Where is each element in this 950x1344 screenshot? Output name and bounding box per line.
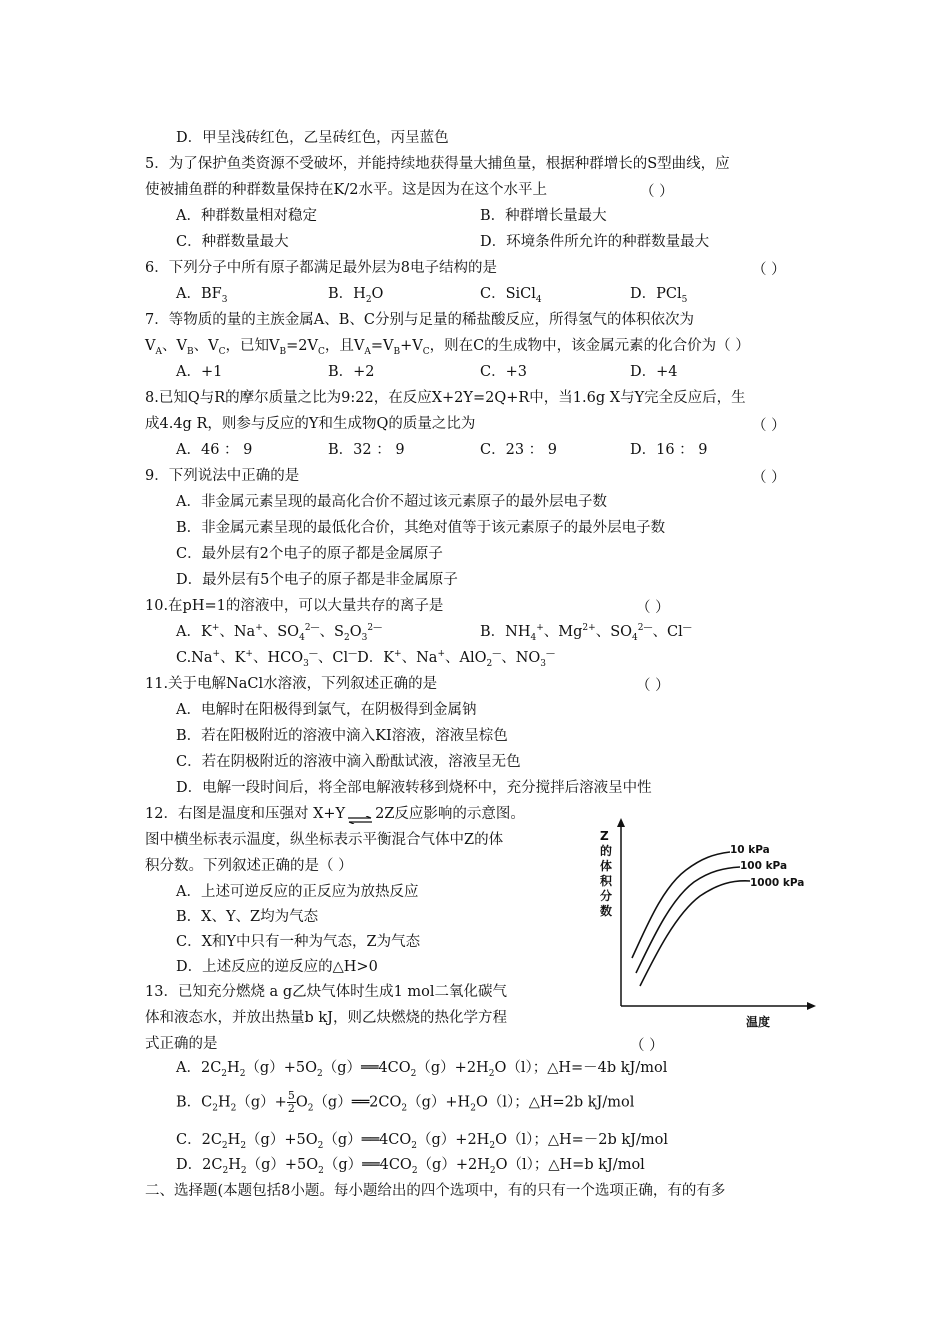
- q11-option-a: A．电解时在阳极得到氯气，在阴极得到金属钠: [176, 702, 477, 718]
- q12-option-a: A．上述可逆反应的正反应为放热反应: [176, 884, 419, 900]
- q13-answer-paren: （ ）: [630, 1038, 664, 1054]
- curve-10kpa: [632, 852, 730, 958]
- curve-100kpa: [636, 867, 740, 973]
- q12-stem-part3: 2Z反应影响的示意图。: [375, 806, 525, 822]
- q6-option-b: B．$H_2O$: [328, 286, 384, 305]
- q12-option-c: C．X和Y中只有一种为气态，Z为气态: [176, 934, 421, 950]
- q12-stem-line2: 图中横坐标表示温度，纵坐标表示平衡混合气体中Z的体: [145, 832, 504, 848]
- q11-answer-paren: （ ）: [636, 678, 670, 694]
- q6-option-a: A．$BF_3$: [176, 286, 228, 305]
- q5-stem-line2: 使被捕鱼群的种群数量保持在K/2水平。这是因为在这个水平上: [145, 182, 547, 198]
- q5-option-a: A．种群数量相对稳定: [176, 208, 317, 224]
- q5-option-d: D．环境条件所允许的种群数量最大: [480, 234, 710, 250]
- q7-stem-line2: $V_A$、$V_B$、$V_C$，已知$V_B=2V_C$，且$V_A=V_B+V_C$，则在C的生成物中，该金属元素的化合价为（ ）: [145, 338, 750, 357]
- q4-option-d: D．甲呈浅砖红色，乙呈砖红色，丙呈蓝色: [176, 130, 449, 146]
- q10-option-a: A．K+、Na+、$SO_4^{2—}$、$S_2O_3^{2—}$: [176, 623, 383, 643]
- q10-stem: 10.在pH=1的溶液中，可以大量共存的离子是: [145, 598, 444, 614]
- y-axis-label: [600, 829, 613, 918]
- x-axis-label: 温度: [746, 1015, 771, 1029]
- q9-stem: 9．下列说法中正确的是: [145, 468, 300, 484]
- equilibrium-arrow-icon: [347, 810, 373, 818]
- q12-reactants: X+Y: [313, 806, 346, 822]
- q13-option-d: D．$2C_2H_2(g)+5O_2(g)══4CO_2(g)+2H_2O(l)$；△H=b kJ/mol: [176, 1157, 645, 1176]
- q12-option-d: D．上述反应的逆反应的△H>0: [176, 959, 378, 975]
- q13-stem-line3: 式正确的是: [145, 1036, 218, 1052]
- q12-stem-line3: 积分数。下列叙述正确的是（ ）: [145, 858, 353, 874]
- q9-option-b: B．非金属元素呈现的最低化合价，其绝对值等于该元素原子的最外层电子数: [176, 520, 666, 536]
- q13-stem-line2: 体和液态水，并放出热量b kJ，则乙炔燃烧的热化学方程: [145, 1010, 507, 1026]
- q9-option-d: D．最外层有5个电子的原子都是非金属原子: [176, 572, 458, 588]
- q5-stem-line1: 5．为了保护鱼类资源不受破坏，并能持续地获得量大捕鱼量，根据种群增长的S型曲线，应: [145, 156, 730, 172]
- q5-option-b: B．种群增长量最大: [480, 208, 607, 224]
- q13-option-c: C．$2C_2H_2(g)+5O_2(g)══4CO_2(g)+2H_2O(l)$；△H=－2b kJ/mol: [176, 1132, 669, 1151]
- label-10kpa: 10 kPa: [730, 844, 770, 856]
- q8-option-a: A．46 ： 9: [176, 442, 253, 458]
- q13-option-a: A．$2C_2H_2(g)+5O_2(g)══4CO_2(g)+2H_2O(l)$；△H=－4b kJ/mol: [176, 1060, 668, 1079]
- label-1000kpa: 1000 kPa: [750, 877, 805, 889]
- q7-option-c: C．+3: [480, 364, 527, 380]
- q7-option-a: A．+1: [176, 364, 223, 380]
- label-100kpa: 100 kPa: [740, 860, 788, 872]
- q8-answer-paren: （ ）: [752, 418, 786, 434]
- q10-answer-paren: （ ）: [636, 600, 670, 616]
- q6-option-c: C．SiCl$_4$: [480, 286, 542, 305]
- q9-option-a: A．非金属元素呈现的最高化合价不超过该元素原子的最外层电子数: [176, 494, 607, 510]
- q11-stem: 11.关于电解NaCl水溶液，下列叙述正确的是: [145, 676, 438, 692]
- q10-option-b: B．$NH_4^+$、$Mg^{2+}$、$SO_4^{2—}$、Cl—: [480, 623, 692, 643]
- q8-option-d: D．16 ： 9: [630, 442, 708, 458]
- q11-option-d: D．电解一段时间后，将全部电解液转移到烧杯中，充分搅拌后溶液呈中性: [176, 780, 652, 796]
- q5-answer-paren: （ ）: [640, 184, 674, 200]
- q8-option-c: C．23 ： 9: [480, 442, 557, 458]
- q12-stem-part1: 12．右图是温度和压强对: [145, 806, 309, 822]
- q6-stem: 6．下列分子中所有原子都满足最外层为8电子结构的是: [145, 260, 497, 276]
- q11-option-c: C．若在阴极附近的溶液中滴入酚酞试液，溶液呈无色: [176, 754, 521, 770]
- q10-option-cd: C.Na+、K+、$HCO_3^—$、Cl—D．K+、Na+、AlO$_2$—、$NO_3^—$: [176, 649, 556, 669]
- pressure-temperature-diagram: [590, 818, 820, 1033]
- q5-option-c: C．种群数量最大: [176, 234, 289, 250]
- q9-answer-paren: （ ）: [752, 470, 786, 486]
- y-label-char-3: 积: [600, 874, 613, 888]
- q12-stem-line1: [145, 804, 525, 824]
- q6-option-d: D．PCl$_5$: [630, 286, 688, 305]
- q12-option-b: B．X、Y、Z均为气态: [176, 909, 319, 925]
- section-2-heading: 二、选择题(本题包括8小题。每小题给出的四个选项中，有的只有一个选项正确，有的有多: [145, 1183, 726, 1199]
- q7-option-d: D．+4: [630, 364, 678, 380]
- x-axis-arrow-icon: [807, 1002, 816, 1010]
- q11-option-b: B．若在阳极附近的溶液中滴入KI溶液，溶液呈棕色: [176, 728, 508, 744]
- q7-stem-line1: 7．等物质的量的主族金属A、B、C分别与足量的稀盐酸反应，所得氢气的体积依次为: [145, 312, 694, 328]
- q7-option-b: B．+2: [328, 364, 375, 380]
- q9-option-c: C．最外层有2个电子的原子都是金属原子: [176, 546, 443, 562]
- q8-option-b: B．32 ： 9: [328, 442, 405, 458]
- q13-option-b: B．$C_2H_2(g)+$ $\frac{5}{2}$ $O_2(g)══2CO_2(g)+H_2O(l)$；△H=2b kJ/mol: [176, 1089, 635, 1115]
- y-label-char-0: Z: [600, 829, 609, 843]
- q8-stem-line2: 成4.4g R，则参与反应的Y和生成物Q的质量之比为: [145, 416, 476, 432]
- y-label-char-1: 的: [600, 844, 613, 858]
- y-label-char-5: 数: [600, 904, 613, 918]
- q8-stem-line1: 8.已知Q与R的摩尔质量之比为9:22，在反应X+2Y=2Q+R中，当1.6g X与Y完全反应后，生: [145, 390, 746, 406]
- y-label-char-4: 分: [600, 889, 613, 903]
- y-axis-arrow-icon: [617, 818, 625, 827]
- fraction-five-halves: $\frac{5}{2}$: [287, 1089, 295, 1115]
- q6-answer-paren: （ ）: [752, 262, 786, 278]
- y-label-char-2: 体: [600, 859, 613, 873]
- q13-stem-line1: 13．已知充分燃烧 a g乙炔气体时生成1 mol二氧化碳气: [145, 984, 508, 1000]
